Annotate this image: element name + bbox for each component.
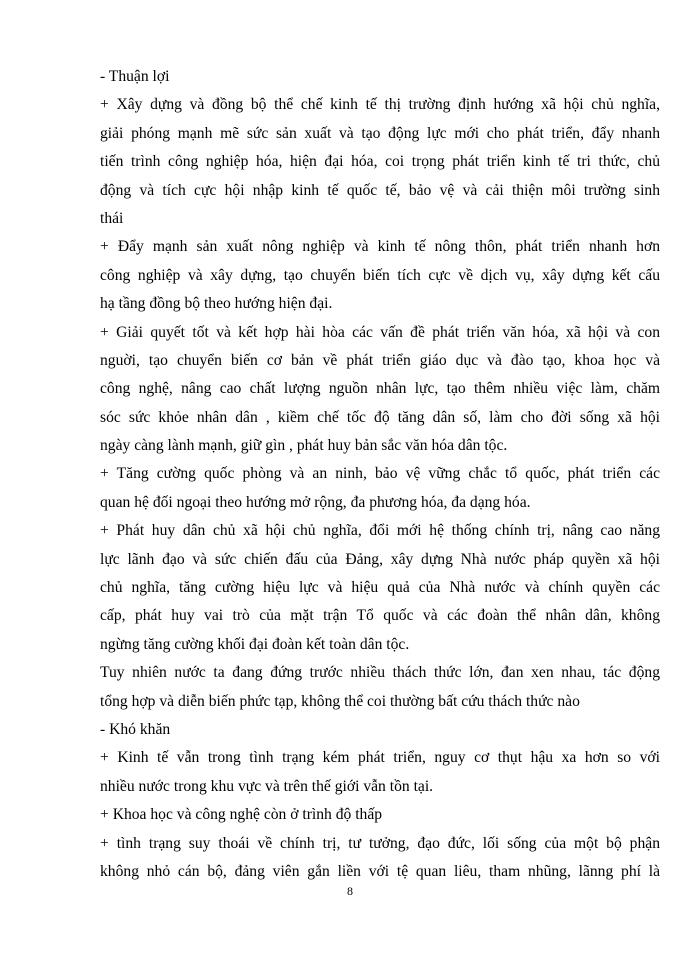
text-line: ngày càng lành mạnh, giữ gìn , phát huy bản sắc văn hóa dân tộc. (100, 437, 508, 455)
page-number: 8 (347, 884, 353, 898)
text-line: - Khó khăn (100, 720, 171, 738)
text-line: ngừng tăng cường khối đại đoàn kết toàn dân tộc. (100, 635, 410, 653)
text-line: sóc sức khỏe nhân dân , kiềm chế tốc độ tăng dân số, làm cho đời sống xã hội (100, 408, 660, 426)
text-line: + Phát huy dân chủ xã hội chủ nghĩa, đổi mới hệ thống chính trị, nâng cao năng (100, 522, 660, 540)
text-line: lực lãnh đạo và sức chiến đấu của Đảng, xây dựng Nhà nước pháp quyền xã hội (100, 550, 660, 568)
text-line: + Kinh tế vẫn trong tình trạng kém phát triển, nguy cơ thụt hậu xa hơn so với (100, 749, 660, 767)
text-line: tiến trình công nghiệp hóa, hiện đại hóa, coi trọng phát triển kinh tế tri thức, chủ (100, 153, 660, 171)
text-line: + Xây dựng và đồng bộ thể chế kinh tế thị trường định hướng xã hội chủ nghĩa, (100, 96, 660, 114)
text-line: - Thuận lợi (100, 68, 170, 85)
text-line: nhiều nước trong khu vực và trên thế giới vẫn tồn tại. (100, 777, 434, 795)
text-line: công nghiệp và xây dựng, tạo chuyển biến tích cực về dịch vụ, xây dựng kết cấu (100, 266, 660, 284)
text-line: động và tích cực hội nhập kinh tế quốc tế, bảo vệ và cải thiện môi trường sinh (100, 181, 660, 199)
document-body (100, 63, 660, 886)
text-line: + Đẩy mạnh sản xuất nông nghiệp và kinh tế nông thôn, phát triển nhanh hơn (100, 238, 660, 256)
text-line: nguời, tạo chuyển biến cơ bản về phát triển giáo dục và đào tạo, khoa học và (100, 351, 660, 369)
text-line: không nhỏ cán bộ, đảng viên gắn liền với tệ quan liêu, tham nhũng, lãnng phí là (100, 862, 660, 880)
text-line: hạ tầng đồng bộ theo hướng hiện đại. (100, 295, 333, 313)
text-line: + tình trạng suy thoái về chính trị, tư tưởng, đạo đức, lối sống của một bộ phận (100, 834, 660, 852)
text-line: + Khoa học và công nghệ còn ở trình độ thấp (100, 806, 383, 824)
text-line: thái (100, 209, 124, 227)
text-line: cấp, phát huy vai trò của mặt trận Tổ quốc và các đoàn thể nhân dân, không (100, 607, 660, 625)
text-line: + Giải quyết tốt và kết hợp hài hòa các vấn đề phát triển văn hóa, xã hội và con (100, 323, 660, 341)
text-line: quan hệ đối ngoại theo hướng mở rộng, đa phương hóa, đa dạng hóa. (100, 493, 531, 511)
text-line: tổng hợp và diễn biến phức tạp, không thể coi thường bất cứu thách thức nào (100, 692, 580, 710)
text-line: chủ nghĩa, tăng cường hiệu lực và hiệu quả của Nhà nước và chính quyền các (100, 579, 660, 597)
text-line: giải phóng mạnh mẽ sức sản xuất và tạo động lực mới cho phát triển, đẩy nhanh (100, 124, 660, 142)
text-line: + Tăng cường quốc phòng và an ninh, bảo vệ vững chắc tổ quốc, phát triển các (100, 465, 660, 483)
text-line: Tuy nhiên nước ta đang đứng trước nhiều thách thức lớn, đan xen nhau, tác động (100, 664, 660, 682)
text-line: công nghệ, nâng cao chất lượng nguồn nhân lực, tạo thêm nhiều việc làm, chăm (100, 380, 660, 398)
